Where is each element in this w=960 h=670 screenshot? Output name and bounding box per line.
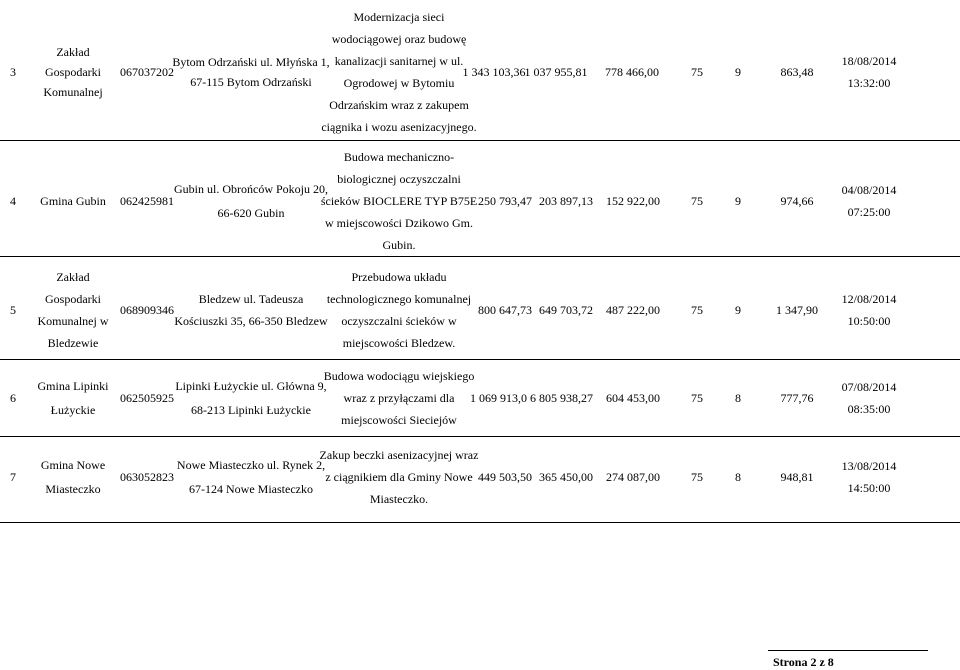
- total-cost: 800 647,73: [478, 302, 532, 317]
- row-number: 7: [10, 469, 16, 484]
- beneficiary-address: Lipinki Łużyckie ul. Główna 9, 68-213 Lipinki Łużyckie: [175, 379, 327, 417]
- table-row: [0, 146, 960, 256]
- total-cost: 1 343 103,36: [462, 64, 526, 79]
- beneficiary-name: Gmina Nowe Miasteczko: [40, 458, 106, 496]
- table-row: [0, 8, 960, 136]
- beneficiary-name: Zakład Gospodarki Komunalnej: [43, 45, 103, 99]
- beneficiary-name: Zakład Gospodarki Komunalnej w Bledzewie: [37, 270, 109, 350]
- project-title: Zakup beczki asenizacyjnej wraz z ciągnikiem dla Gminy Nowe Miasteczko.: [319, 448, 479, 506]
- score: 9: [735, 64, 741, 79]
- beneficiary-name: Gmina Gubin: [40, 194, 106, 208]
- row-separator: [0, 359, 960, 360]
- beneficiary-address: Nowe Miasteczko ul. Rynek 2, 67-124 Nowe Miasteczko: [176, 458, 326, 496]
- grant-amount: 487 222,00: [606, 302, 660, 317]
- amount-value: 863,48: [780, 64, 814, 79]
- submission-datetime: 18/08/2014 13:32:00: [841, 54, 897, 90]
- grant-amount: 604 453,00: [606, 390, 660, 405]
- row-separator: [0, 436, 960, 437]
- score: 8: [735, 469, 741, 484]
- grant-amount: 152 922,00: [606, 193, 660, 208]
- project-title: Modernizacja sieci wodociągowej oraz budowę kanalizacji sanitarnej w ul. Ogrodowej w Bytomiu Odrzańskim wraz z zakupem ciągnika i wozu asenizacyjnego.: [321, 10, 477, 134]
- nip-number: 062425981: [120, 193, 174, 208]
- submission-datetime: 12/08/2014 10:50:00: [841, 292, 897, 328]
- beneficiary-name: Gmina Lipinki Łużyckie: [37, 379, 109, 417]
- beneficiary-address: Bytom Odrzański ul. Młyńska 1, 67-115 Bytom Odrzański: [172, 55, 330, 89]
- eligible-cost: 365 450,00: [539, 469, 593, 484]
- submission-datetime: 04/08/2014 07:25:00: [841, 183, 897, 219]
- page-number: Strona 2 z 8: [773, 655, 834, 669]
- row-separator: [0, 256, 960, 257]
- submission-datetime: 13/08/2014 14:50:00: [841, 459, 897, 495]
- nip-number: 068909346: [120, 302, 174, 317]
- score: 9: [735, 193, 741, 208]
- eligible-cost: 1 037 955,81: [524, 64, 588, 79]
- eligible-cost: 805 938,27: [539, 390, 593, 405]
- total-cost: 1 069 913,0 6: [470, 390, 536, 405]
- nip-number: 062505925: [120, 390, 174, 405]
- beneficiary-address: Gubin ul. Obrońców Pokoju 20, 66-620 Gubin: [174, 182, 328, 220]
- nip-number: 067037202: [120, 64, 174, 79]
- row-number: 4: [10, 193, 16, 208]
- table-row: [0, 364, 960, 432]
- project-title: Budowa wodociągu wiejskiego wraz z przyłączami dla miejscowości Sieciejów: [323, 369, 475, 427]
- total-cost: 449 503,50: [478, 469, 532, 484]
- percentage: 75: [691, 302, 703, 317]
- amount-value: 974,66: [780, 193, 814, 208]
- grant-amount: 274 087,00: [606, 469, 660, 484]
- total-cost: 250 793,47: [478, 193, 532, 208]
- row-number: 5: [10, 302, 16, 317]
- row-number: 6: [10, 390, 16, 405]
- row-separator: [0, 140, 960, 141]
- row-number: 3: [10, 64, 16, 79]
- project-title: Przebudowa układu technologicznego komunalnej oczyszczalni ścieków w miejscowości Bledzew.: [326, 270, 472, 350]
- score: 8: [735, 390, 741, 405]
- amount-value: 1 347,90: [776, 302, 818, 317]
- table-row: [0, 265, 960, 355]
- percentage: 75: [691, 193, 703, 208]
- nip-number: 063052823: [120, 469, 174, 484]
- amount-value: 777,76: [780, 390, 814, 405]
- project-title: Budowa mechaniczno- biologicznej oczyszczalni ścieków BIOCLERE TYP B75E w miejscowości Dzikowo Gm. Gubin.: [320, 150, 478, 252]
- percentage: 75: [691, 64, 703, 79]
- amount-value: 948,81: [780, 469, 814, 484]
- beneficiary-address: Bledzew ul. Tadeusza Kościuszki 35, 66-350 Bledzew: [174, 292, 328, 328]
- table-row: [0, 442, 960, 512]
- percentage: 75: [691, 390, 703, 405]
- eligible-cost: 649 703,72: [539, 302, 593, 317]
- score: 9: [735, 302, 741, 317]
- eligible-cost: 203 897,13: [539, 193, 593, 208]
- footer-divider: [768, 650, 928, 651]
- percentage: 75: [691, 469, 703, 484]
- grant-amount: 778 466,00: [605, 64, 659, 79]
- row-separator: [0, 522, 960, 523]
- submission-datetime: 07/08/2014 08:35:00: [841, 380, 897, 416]
